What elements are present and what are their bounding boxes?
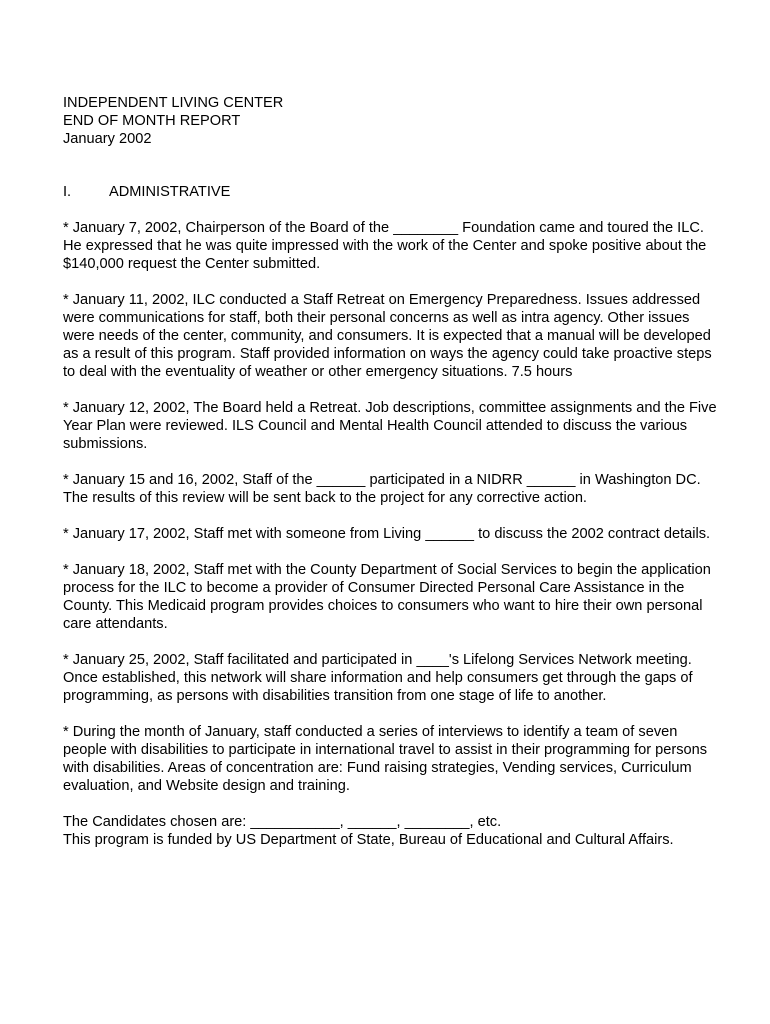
paragraph-jan-25: * January 25, 2002, Staff facilitated and participated in ____'s Lifelong Services Network meeting. Once established, this network will share information and help consumers get through the gaps of programming, as persons with disabilities transition from one stage of life to another. [63, 652, 693, 704]
report-body [63, 219, 723, 849]
report-title: END OF MONTH REPORT [63, 113, 241, 129]
section-title: ADMINISTRATIVE [109, 184, 231, 200]
funding-line: This program is funded by US Department of State, Bureau of Educational and Cultural Affairs. [63, 832, 674, 848]
paragraph-jan-15-16: * January 15 and 16, 2002, Staff of the ______ participated in a NIDRR ______ in Washington DC. The results of this review will be sent back to the project for any corrective action. [63, 472, 701, 506]
report-header [63, 94, 723, 148]
paragraph-jan-18: * January 18, 2002, Staff met with the County Department of Social Services to begin the application process for the ILC to become a provider of Consumer Directed Personal Care Assistance in the County. This Medicaid program provides choices to consumers who want to hire their own personal care attendants. [63, 562, 711, 632]
organization-name: INDEPENDENT LIVING CENTER [63, 95, 284, 111]
section-number: I. [63, 184, 72, 200]
paragraph-jan-17: * January 17, 2002, Staff met with someone from Living ______ to discuss the 2002 contract details. [63, 526, 711, 542]
paragraph-jan-11: * January 11, 2002, ILC conducted a Staff Retreat on Emergency Preparedness. Issues addressed were communications for staff, both their personal concerns as well as intra agency. Other issues were needs of the center, community, and consumers. It is expected that a manual will be developed as a result of this program. Staff provided information on ways the agency could take proactive steps to deal with the eventuality of weather or other emergency situations. 7.5 hours [63, 292, 712, 380]
paragraph-jan-12: * January 12, 2002, The Board held a Retreat. Job descriptions, committee assignments and the Five Year Plan were reviewed. ILS Council and Mental Health Council attended to discuss the various submissions. [63, 400, 717, 452]
report-date: January 2002 [63, 131, 152, 147]
section-heading [63, 183, 723, 201]
candidates-line: The Candidates chosen are: ___________, ______, ________, etc. [63, 814, 502, 830]
paragraph-jan-7: * January 7, 2002, Chairperson of the Board of the ________ Foundation came and toured the ILC. He expressed that he was quite impressed with the work of the Center and spoke positive about the $140,000 request the Center submitted. [63, 220, 707, 272]
paragraph-interviews: * During the month of January, staff conducted a series of interviews to identify a team of seven people with disabilities to participate in international travel to assist in their programming for persons with disabilities. Areas of concentration are: Fund raising strategies, Vending services, Curriculum evaluation, and Website design and training. [63, 724, 708, 794]
